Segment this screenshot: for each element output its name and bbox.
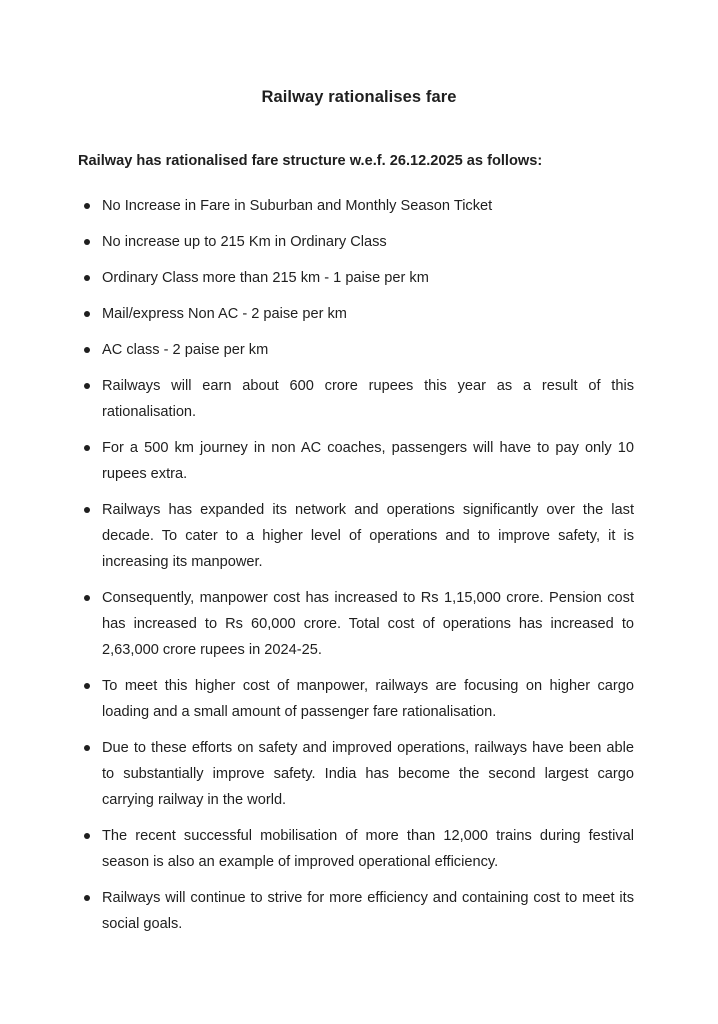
list-item [84,373,634,425]
list-item-text: Railways will continue to strive for more efficiency and containing cost to meet its social goals. [102,890,634,932]
bullet-icon [84,383,90,389]
list-item [84,673,634,725]
bullet-icon [84,507,90,513]
list-item-text: Railways will earn about 600 crore rupees this year as a result of this rationalisation. [102,378,634,420]
list-item [84,885,634,937]
list-item [84,301,634,327]
list-item [84,823,634,875]
bullet-icon [84,275,90,281]
list-item [84,497,634,575]
bullet-icon [84,203,90,209]
list-item-text: Due to these efforts on safety and improved operations, railways have been able to substantially improve safety. India has become the second largest cargo carrying railway in the world. [102,740,634,808]
list-item-text: No Increase in Fare in Suburban and Monthly Season Ticket [102,198,493,214]
bullet-icon [84,445,90,451]
list-item-text: No increase up to 215 Km in Ordinary Class [102,234,387,250]
list-item [84,585,634,663]
intro-line: Railway has rationalised fare structure w.e.f. 26.12.2025 as follows: [78,153,543,169]
list-item [84,337,634,363]
page-title: Railway rationalises fare [261,88,457,106]
list-item-text: Consequently, manpower cost has increased to Rs 1,15,000 crore. Pension cost has increased to Rs 60,000 crore. Total cost of operations has increased to 2,63,000 crore rupees in 2024-25. [102,590,634,658]
list-item [84,265,634,291]
bullet-icon [84,311,90,317]
list-item-text: Ordinary Class more than 215 km - 1 paise per km [102,270,429,286]
list-item-text: Railways has expanded its network and operations significantly over the last decade. To cater to a higher level of operations and to improve safety, it is increasing its manpower. [102,502,634,570]
bullet-icon [84,239,90,245]
list-item-text: Mail/express Non AC - 2 paise per km [102,306,347,322]
list-item [84,435,634,487]
list-item [84,735,634,813]
bullet-icon [84,683,90,689]
list-item-text: For a 500 km journey in non AC coaches, passengers will have to pay only 10 rupees extra. [102,440,634,482]
list-item-text: To meet this higher cost of manpower, railways are focusing on higher cargo loading and a small amount of passenger fare rationalisation. [102,678,634,720]
bullet-icon [84,347,90,353]
bullet-icon [84,833,90,839]
list-item [84,193,634,219]
bullet-icon [84,595,90,601]
list-item-text: The recent successful mobilisation of more than 12,000 trains during festival season is also an example of improved operational efficiency. [102,828,634,870]
bullet-list [0,193,718,937]
bullet-icon [84,895,90,901]
list-item [84,229,634,255]
list-item-text: AC class - 2 paise per km [102,342,269,358]
bullet-icon [84,745,90,751]
